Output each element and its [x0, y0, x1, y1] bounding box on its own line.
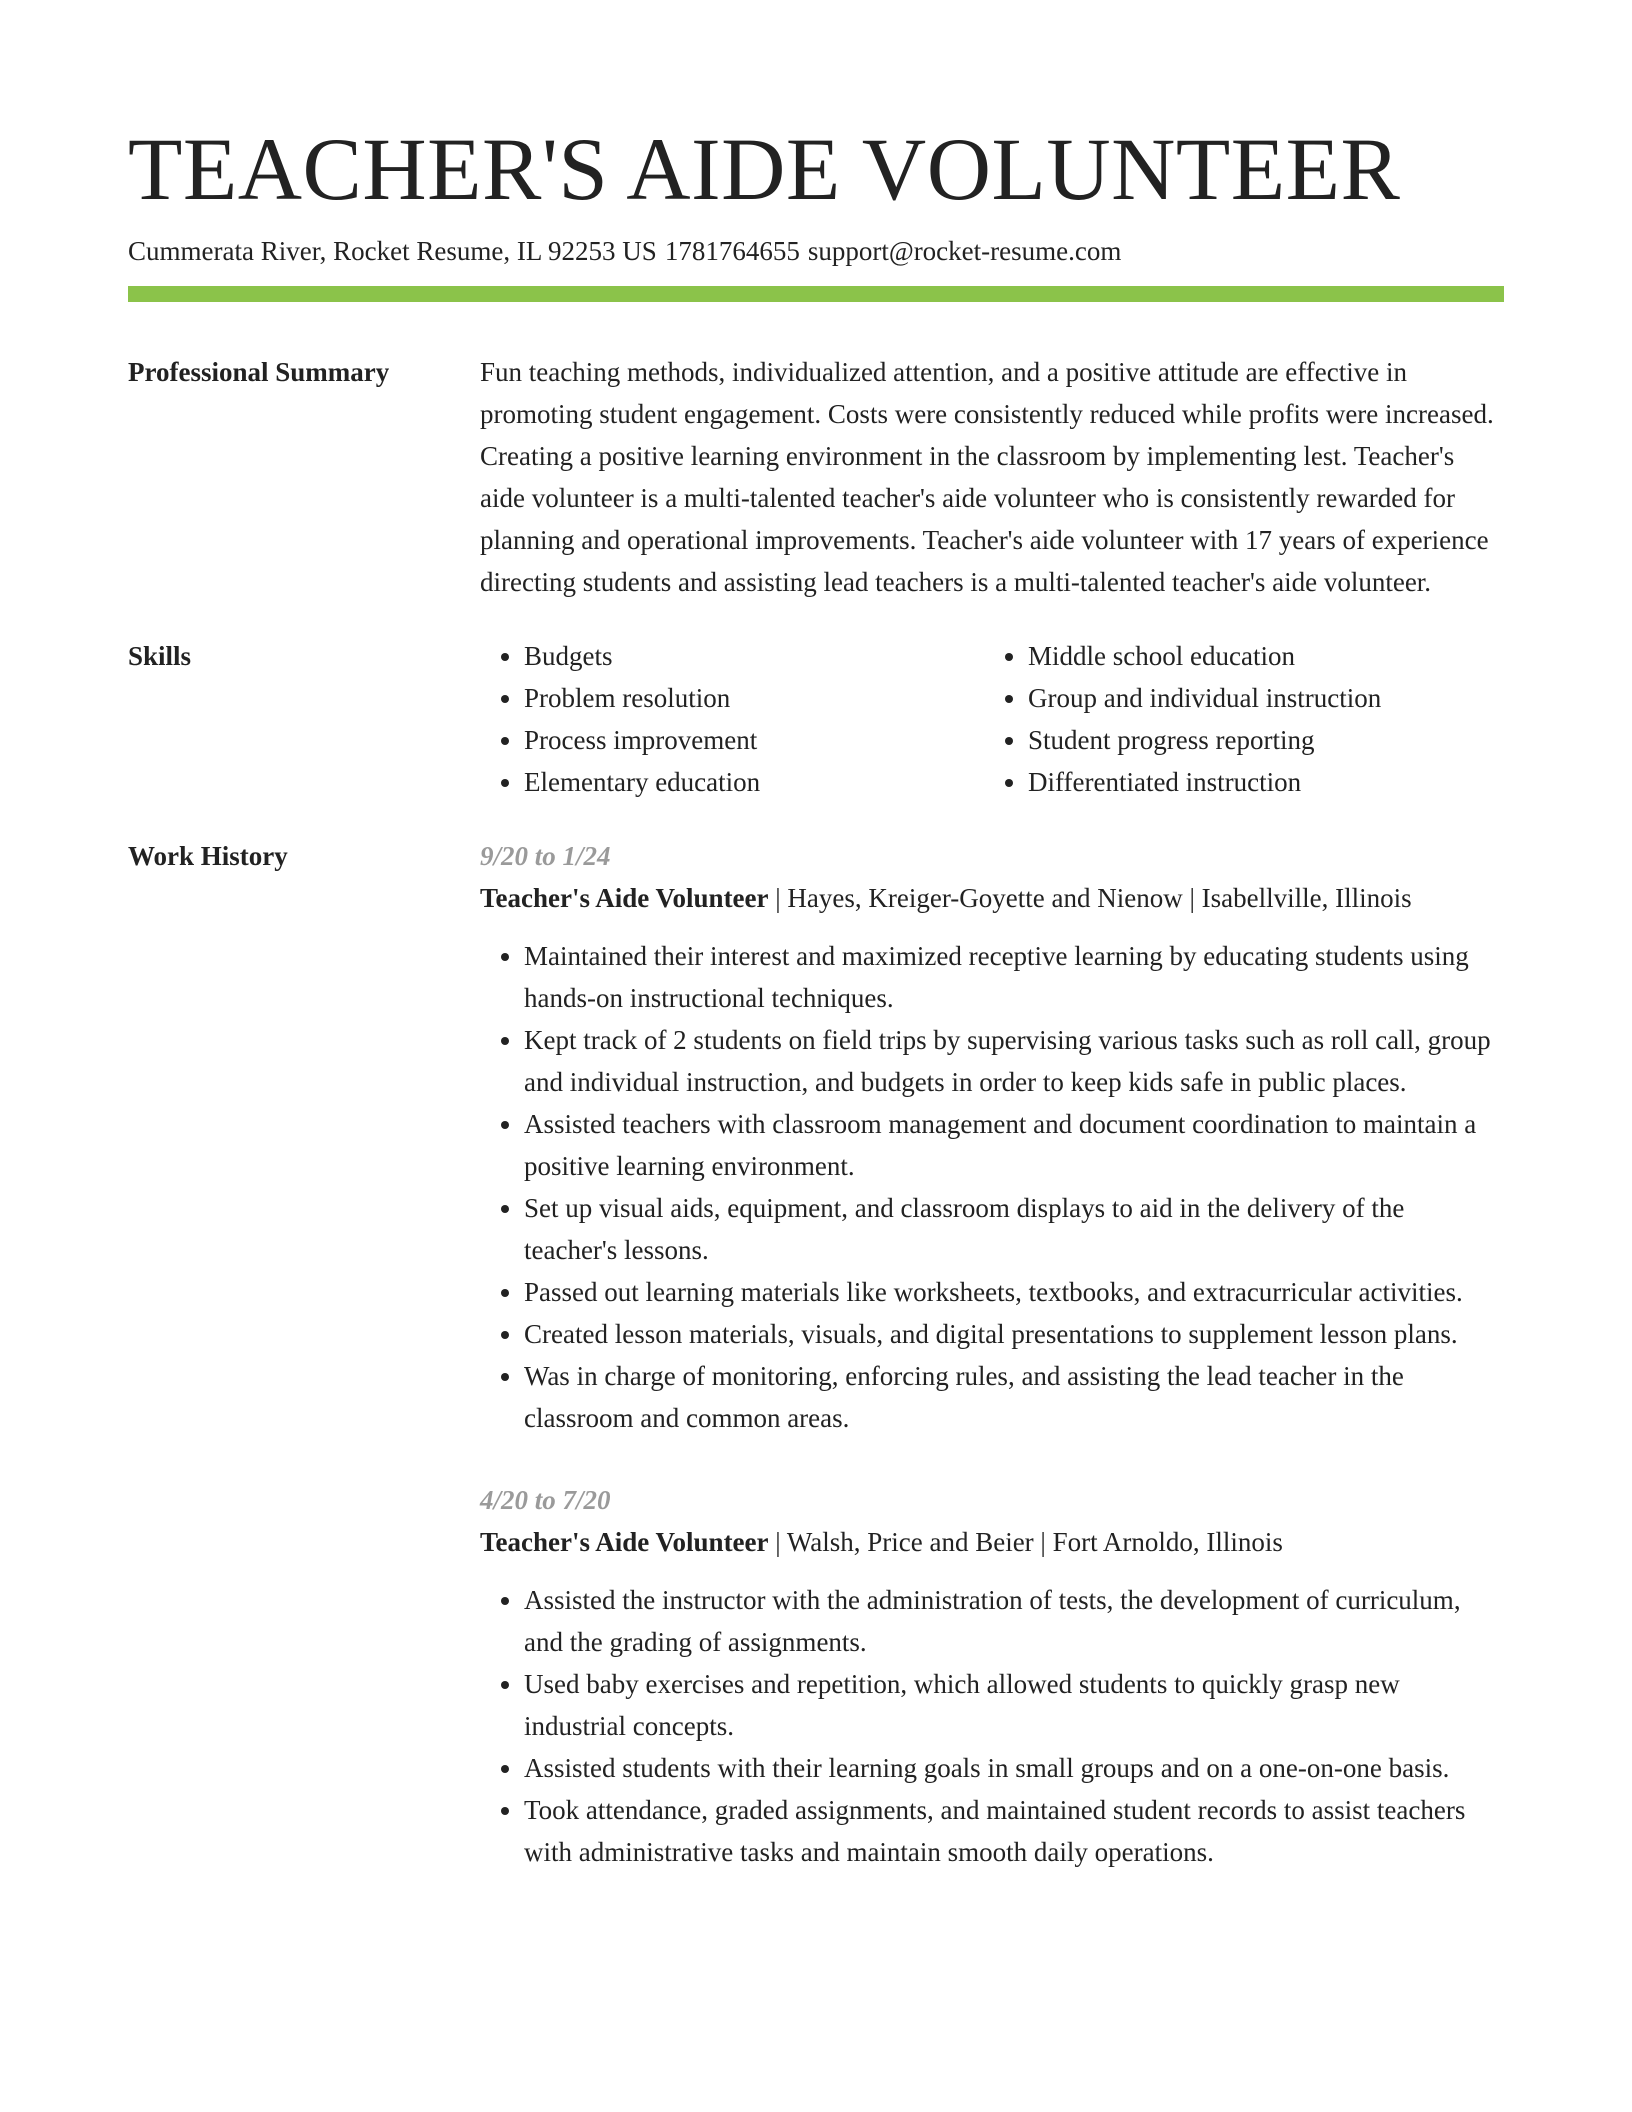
work-history-body — [480, 835, 1504, 1873]
contact-phone: 1781764655 — [664, 236, 800, 266]
skill-item: • Problem resolution — [524, 677, 984, 719]
skills-list-right — [984, 635, 1504, 803]
job-title: Teacher's Aide Volunteer — [480, 1527, 769, 1557]
contact-address: Cummerata River, Rocket Resume, IL 92253 US — [128, 236, 657, 266]
skill-item: • Process improvement — [524, 719, 984, 761]
skills-section — [128, 635, 1504, 803]
job-heading — [480, 877, 1504, 919]
job-bullets — [480, 1579, 1504, 1873]
skill-item: • Elementary education — [524, 761, 984, 803]
skill-item: • Student progress reporting — [1028, 719, 1504, 761]
job-bullet: • Took attendance, graded assignments, and maintained student records to assist teachers with administrative tasks and maintain smooth daily operations. — [524, 1789, 1504, 1873]
job-details: | Walsh, Price and Beier | Fort Arnoldo, Illinois — [768, 1527, 1283, 1557]
job-entry — [480, 1479, 1504, 1873]
job-bullet: • Maintained their interest and maximized receptive learning by educating students using hands-on instructional techniques. — [524, 935, 1504, 1019]
job-entry — [480, 835, 1504, 1439]
job-bullets — [480, 935, 1504, 1439]
skills-list-left — [480, 635, 984, 803]
contact-email: support@rocket-resume.com — [807, 236, 1122, 266]
skill-item: • Middle school education — [1028, 635, 1504, 677]
job-details: | Hayes, Kreiger-Goyette and Nienow | Isabellville, Illinois — [768, 883, 1412, 913]
contact-line — [128, 232, 1504, 270]
job-bullet: • Used baby exercises and repetition, which allowed students to quickly grasp new industrial concepts. — [524, 1663, 1504, 1747]
skill-item: • Group and individual instruction — [1028, 677, 1504, 719]
job-bullet: • Kept track of 2 students on field trips by supervising various tasks such as roll call, group and individual instruction, and budgets in order to keep kids safe in public places. — [524, 1019, 1504, 1103]
work-history-section — [128, 835, 1504, 1873]
job-bullet: • Created lesson materials, visuals, and digital presentations to supplement lesson plans. — [524, 1313, 1504, 1355]
summary-section — [128, 351, 1504, 603]
skill-item: • Budgets — [524, 635, 984, 677]
job-dates: 9/20 to 1/24 — [480, 841, 611, 871]
skill-item: • Differentiated instruction — [1028, 761, 1504, 803]
job-heading — [480, 1521, 1504, 1563]
job-bullet: • Was in charge of monitoring, enforcing rules, and assisting the lead teacher in the classroom and common areas. — [524, 1355, 1504, 1439]
summary-text: Fun teaching methods, individualized attention, and a positive attitude are effective in promoting student engagement. Costs were consistently reduced while profits were increased. Creating a positive learning environment in the classroom by implementing lest. Teacher's aide volunteer is a multi-talented teacher's aide volunteer who is consistently rewarded for planning and operational improvements. Teacher's aide volunteer with 17 years of experience directing students and assisting lead teachers is a multi-talented teacher's aide volunteer. — [480, 357, 1494, 597]
job-bullet: • Assisted students with their learning goals in small groups and on a one-on-one basis. — [524, 1747, 1504, 1789]
job-bullet: • Passed out learning materials like worksheets, textbooks, and extracurricular activities. — [524, 1271, 1504, 1313]
skills-heading: Skills — [128, 641, 192, 671]
job-bullet: • Set up visual aids, equipment, and classroom displays to aid in the delivery of the teacher's lessons. — [524, 1187, 1504, 1271]
work-history-heading: Work History — [128, 841, 288, 871]
header-divider — [128, 286, 1504, 302]
skills-columns — [480, 635, 1504, 803]
summary-heading: Professional Summary — [128, 357, 390, 387]
job-dates: 4/20 to 7/20 — [480, 1485, 611, 1515]
job-bullet: • Assisted the instructor with the administration of tests, the development of curriculum, and the grading of assignments. — [524, 1579, 1504, 1663]
job-title: Teacher's Aide Volunteer — [480, 883, 769, 913]
resume-name: TEACHER'S AIDE VOLUNTEER — [128, 121, 1401, 219]
job-bullet: • Assisted teachers with classroom management and document coordination to maintain a positive learning environment. — [524, 1103, 1504, 1187]
